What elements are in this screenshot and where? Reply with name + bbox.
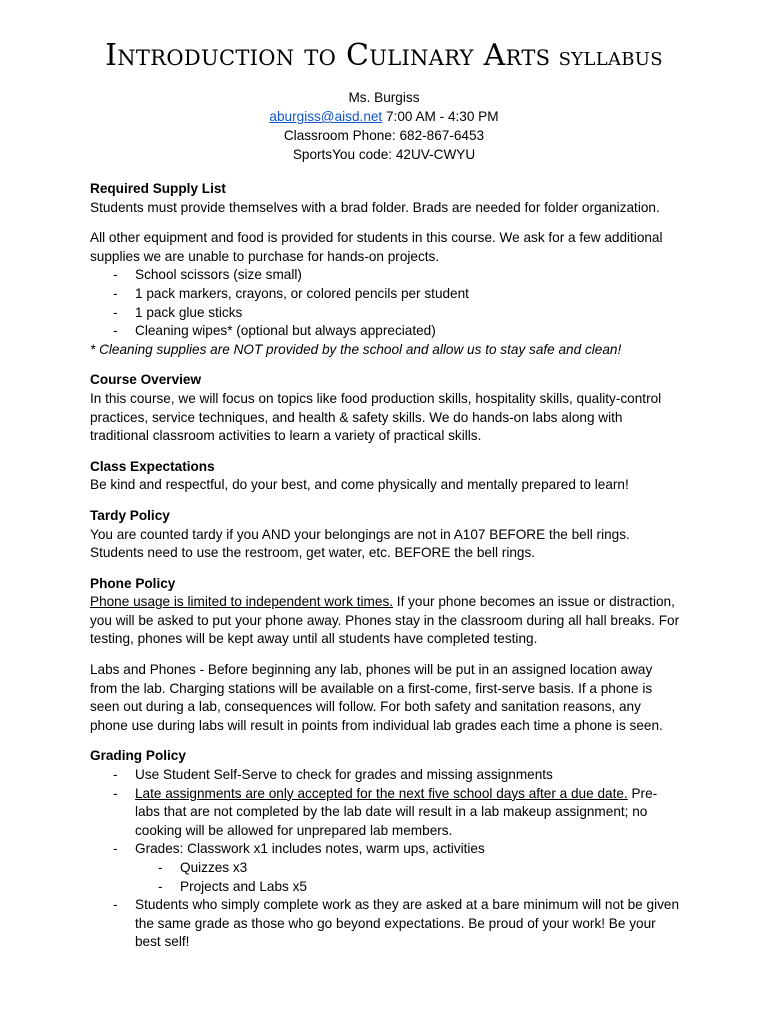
grading-subitem: - Quizzes x3 (135, 859, 680, 878)
supply-section (90, 180, 680, 359)
phone-rest: If your phone becomes an issue or distraction, you will be asked to put your phone away. Phones stay in the classroom during all hall breaks. For testing, phones will be kept away until all students have completed testing. (90, 594, 680, 647)
teacher-name: Ms. Burgiss (348, 90, 420, 105)
email-link[interactable]: aburgiss@aisd.net (269, 109, 383, 124)
contact-header (0, 88, 768, 164)
overview-text: In this course, we will focus on topics like food production skills, hospitality skills, quality-control practices, service techniques, and health & safety skills. We do hands-on labs along with traditional classroom activities to learn a variety of practical skills. (90, 390, 662, 444)
late-policy: Late assignments are only accepted for the next five school days after a due date. (135, 785, 628, 801)
expectations-section (90, 458, 680, 495)
grading-subitem: - Projects and Labs x5 (135, 878, 680, 897)
supply-line-1: Students must provide themselves with a brad folder. Brads are needed for folder organization. (90, 199, 660, 215)
office-hours: 7:00 AM - 4:30 PM (382, 109, 499, 124)
email-line (0, 107, 768, 126)
classroom-phone: Classroom Phone: 682-867-6453 (283, 128, 485, 143)
grading-item (90, 785, 680, 841)
overview-heading: Course Overview (90, 372, 202, 388)
expectations-text: Be kind and respectful, do your best, and come physically and mentally prepared to learn! (90, 477, 629, 493)
tardy-text: You are counted tardy if you AND your belongings are not in A107 BEFORE the bell rings. Students need to use the restroom, get water, etc. BEFORE the bell rings. (90, 526, 630, 561)
tardy-section (90, 507, 680, 563)
phone-heading: Phone Policy (90, 575, 176, 591)
labs-phones-text: Labs and Phones - Before beginning any lab, phones will be put in an assigned location away from the lab. Charging stations will be available on a first-come, first-serve basis. If a phone is seen out during a lab, consequences will follow. For both safety and sanitation reasons, any phone use during labs will result in points from individual lab grades each time a phone is seen. (90, 662, 663, 733)
expectations-heading: Class Expectations (90, 458, 215, 474)
grading-heading: Grading Policy (90, 748, 186, 764)
sportsyou-code: SportsYou code: 42UV-CWYU (292, 147, 476, 162)
overview-section (90, 371, 680, 445)
syllabus-body (90, 180, 680, 952)
grading-list (90, 766, 680, 952)
late-policy-rest: Pre-labs that are not completed by the lab date will result in a lab makeup assignment; no cooking will be allowed for unprepared lab members. (135, 785, 658, 838)
grades-weights: Grades: Classwork x1 includes notes, warm ups, activities (135, 841, 485, 857)
grading-item: - Use Student Self-Serve to check for grades and missing assignments (90, 766, 680, 785)
grading-item: - Students who simply complete work as they are asked at a bare minimum will not be given the same grade as those who go beyond expectations. Be proud of your work! Be your best self! (90, 896, 680, 952)
title-tail: syllabus (558, 42, 663, 71)
supply-note: * Cleaning supplies are NOT provided by the school and allow us to stay safe and clean! (90, 341, 622, 357)
title-lead: Introduction to Culinary Arts (105, 38, 551, 73)
supply-item: - Cleaning wipes* (optional but always appreciated) (90, 322, 680, 341)
page-title (0, 38, 768, 73)
phone-text (90, 593, 680, 649)
supply-item: - School scissors (size small) (90, 266, 680, 285)
grading-item (90, 840, 680, 896)
supply-heading: Required Supply List (90, 181, 226, 196)
grading-section (90, 747, 680, 952)
supply-line-2: All other equipment and food is provided for students in this course. We ask for a few additional supplies we are unable to purchase for hands-on projects. (90, 230, 663, 264)
grading-sublist (135, 859, 680, 896)
phone-underlined: Phone usage is limited to independent work times. (90, 594, 394, 610)
phone-section (90, 575, 680, 736)
tardy-heading: Tardy Policy (90, 507, 170, 523)
supply-list (90, 266, 680, 340)
supply-item: - 1 pack markers, crayons, or colored pencils per student (90, 285, 680, 304)
supply-item: - 1 pack glue sticks (90, 304, 680, 323)
